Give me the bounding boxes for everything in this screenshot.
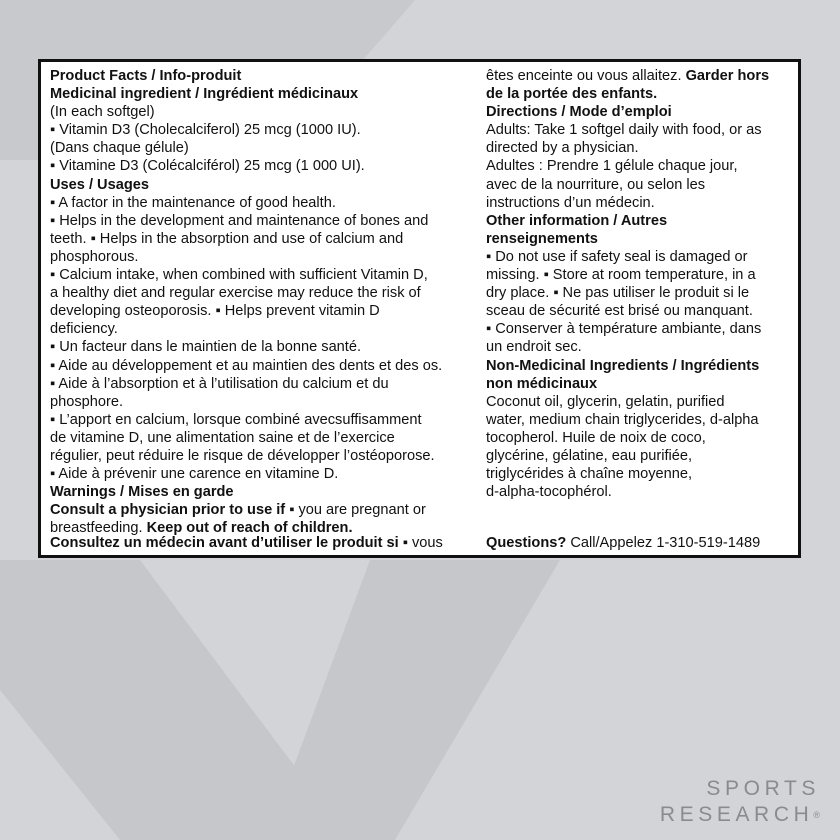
text-line xyxy=(50,483,485,501)
bold-text: Consultez un médecin avant d’utiliser le produit si xyxy=(50,535,399,551)
questions-line xyxy=(486,534,760,552)
text-line xyxy=(486,483,798,501)
text-line xyxy=(486,465,798,483)
left-column xyxy=(50,67,485,537)
text-segment: avec de la nourriture, ou selon les xyxy=(486,176,706,193)
text-line xyxy=(50,320,485,338)
text-segment: ▪ Calcium intake, when combined with sufficient Vitamin D, xyxy=(50,267,428,284)
bold-text: Uses / Usages xyxy=(50,176,149,193)
text-segment: ▪ Vitamine D3 (Colécalciférol) 25 mcg (1 000 UI). xyxy=(50,158,365,175)
text-segment: ▪ Helps in the development and maintenance of bones and xyxy=(50,212,429,229)
text-segment: dry place. ▪ Ne pas utiliser le produit si le xyxy=(486,285,750,302)
text-segment: ▪ Do not use if safety seal is damaged or xyxy=(486,248,748,265)
text-segment: ▪ Aide au développement et au maintien des dents et des os. xyxy=(50,357,443,374)
brand-logo xyxy=(660,776,820,828)
text-segment: Call/Appelez 1-310-519-1489 xyxy=(566,535,761,551)
text-segment: directed by a physician. xyxy=(486,140,639,157)
text-segment: ▪ L’apport en calcium, lorsque combiné avecsuffisamment xyxy=(50,411,422,428)
text-line xyxy=(486,67,798,85)
text-segment: missing. ▪ Store at room temperature, in a xyxy=(486,267,756,284)
text-segment: phosphorous. xyxy=(50,248,139,265)
text-line xyxy=(486,284,798,302)
text-segment: developing osteoporosis. ▪ Helps prevent vitamin D xyxy=(50,303,380,320)
text-line xyxy=(486,429,798,447)
text-segment: (In each softgel) xyxy=(50,104,155,121)
text-line xyxy=(486,85,798,103)
text-segment: deficiency. xyxy=(50,321,118,338)
text-segment: êtes enceinte ou vous allaitez. xyxy=(486,68,686,84)
bold-text: Questions? xyxy=(486,535,567,551)
text-segment: (Dans chaque gélule) xyxy=(50,140,189,157)
text-segment: ▪ Aide à l’absorption et à l’utilisation du calcium et du xyxy=(50,375,389,392)
bold-text: Directions / Mode d’emploi xyxy=(486,104,672,121)
text-line xyxy=(50,429,485,447)
text-line xyxy=(50,176,485,194)
text-line xyxy=(486,157,798,175)
text-line xyxy=(486,139,798,157)
text-segment: ▪ vous xyxy=(398,535,443,551)
text-line xyxy=(50,85,485,103)
text-line xyxy=(486,248,798,266)
text-line xyxy=(50,230,485,248)
text-line xyxy=(50,447,485,465)
text-line xyxy=(486,176,798,194)
bold-text: Non-Medicinal Ingredients / Ingrédients xyxy=(486,357,760,374)
text-segment: Coconut oil, glycerin, gelatin, purified xyxy=(486,393,725,410)
text-line xyxy=(50,465,485,483)
bold-text: renseignements xyxy=(486,230,598,247)
bold-text: Consult a physician prior to use if xyxy=(50,502,286,519)
text-line xyxy=(486,393,798,411)
bold-text: Keep out of reach of children. xyxy=(146,520,353,537)
text-segment: ▪ A factor in the maintenance of good health. xyxy=(50,194,336,211)
text-line xyxy=(50,157,485,175)
text-segment: d-alpha-tocophérol. xyxy=(486,484,612,501)
product-facts-panel xyxy=(38,59,801,558)
bold-text: Warnings / Mises en garde xyxy=(50,484,234,501)
text-line xyxy=(486,357,798,375)
brand-line-1: SPORTS xyxy=(706,777,820,800)
text-line xyxy=(50,501,485,519)
text-line xyxy=(50,67,485,85)
text-segment: teeth. ▪ Helps in the absorption and use of calcium and xyxy=(50,230,404,247)
text-segment: de vitamine D, une alimentation saine et de l’exercice xyxy=(50,429,395,446)
brand-line-2 xyxy=(660,802,820,828)
text-segment: instructions d’un médecin. xyxy=(486,194,655,211)
text-line xyxy=(486,302,798,320)
text-line xyxy=(50,139,485,157)
text-segment: ▪ you are pregnant or xyxy=(285,502,426,519)
text-line xyxy=(486,320,798,338)
text-line xyxy=(486,194,798,212)
brand-name: RESEARCH xyxy=(659,803,814,826)
text-segment: ▪ Vitamin D3 (Cholecalciferol) 25 mcg (1000 IU). xyxy=(50,122,361,139)
text-segment: un endroit sec. xyxy=(486,339,582,356)
text-line xyxy=(50,375,485,393)
text-segment: régulier, peut réduire le risque de développer l’ostéoporose. xyxy=(50,447,435,464)
text-line xyxy=(486,411,798,429)
bold-text: Medicinal ingredient / Ingrédient médicinaux xyxy=(50,86,359,103)
text-line xyxy=(486,121,798,139)
text-segment: breastfeeding. xyxy=(50,520,147,537)
bold-text: Garder hors xyxy=(685,68,770,84)
text-segment: ▪ Conserver à température ambiante, dans xyxy=(486,321,762,338)
text-line xyxy=(50,103,485,121)
text-line xyxy=(486,375,798,393)
text-segment: Adults: Take 1 softgel daily with food, or as xyxy=(486,122,762,139)
text-line xyxy=(486,230,798,248)
text-segment: Adultes : Prendre 1 gélule chaque jour, xyxy=(486,158,738,175)
text-segment: tocopherol. Huile de noix de coco, xyxy=(486,429,706,446)
text-line xyxy=(486,447,798,465)
text-line xyxy=(50,194,485,212)
text-line xyxy=(50,212,485,230)
text-line xyxy=(486,338,798,356)
text-line xyxy=(50,357,485,375)
text-line xyxy=(50,302,485,320)
registered-mark: ® xyxy=(813,810,820,820)
bold-text: Product Facts / Info-produit xyxy=(50,68,242,84)
text-segment: water, medium chain triglycerides, d-alpha xyxy=(486,411,759,428)
text-line xyxy=(50,121,485,139)
text-line xyxy=(486,212,798,230)
text-segment: ▪ Un facteur dans le maintien de la bonne santé. xyxy=(50,339,362,356)
text-line xyxy=(486,103,798,121)
text-segment: ▪ Aide à prévenir une carence en vitamine D. xyxy=(50,466,339,483)
text-line xyxy=(50,266,485,284)
text-segment: sceau de sécurité est brisé ou manquant. xyxy=(486,303,753,320)
text-line xyxy=(50,338,485,356)
text-segment: phosphore. xyxy=(50,393,124,410)
text-line xyxy=(486,266,798,284)
right-column xyxy=(486,67,798,501)
bold-text: de la portée des enfants. xyxy=(486,86,658,103)
bold-text: non médicinaux xyxy=(486,375,598,392)
text-segment: triglycérides à chaîne moyenne, xyxy=(486,466,693,483)
text-line xyxy=(50,248,485,266)
text-segment: glycérine, gélatine, eau purifiée, xyxy=(486,447,693,464)
text-line xyxy=(50,411,485,429)
left-footer-line xyxy=(50,534,443,552)
bold-text: Other information / Autres xyxy=(486,212,668,229)
text-segment: a healthy diet and regular exercise may reduce the risk of xyxy=(50,285,421,302)
text-line xyxy=(50,284,485,302)
text-line xyxy=(50,393,485,411)
